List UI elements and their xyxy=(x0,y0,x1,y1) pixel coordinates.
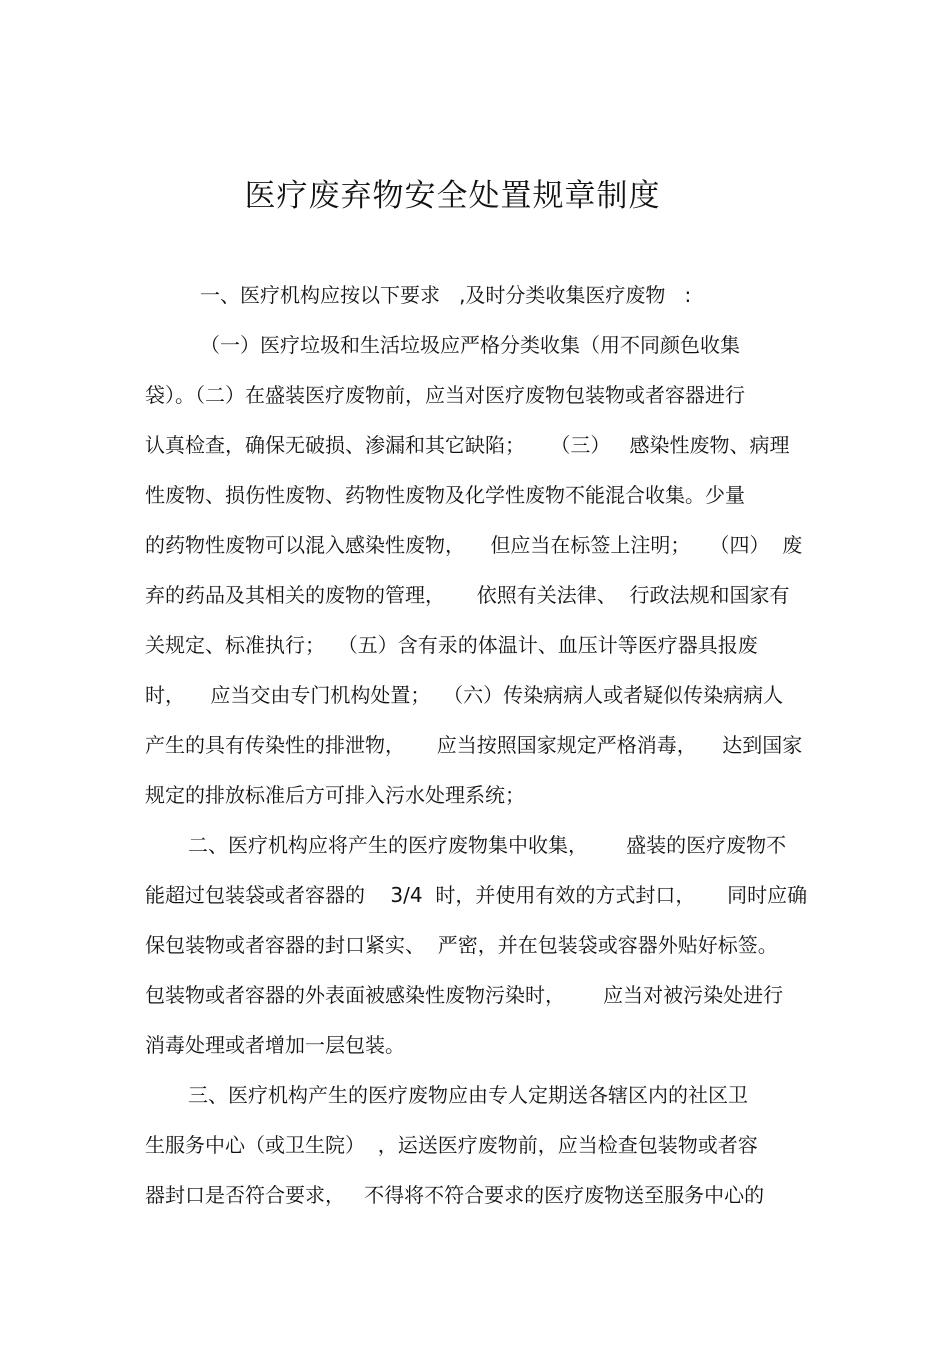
paragraph-line: 二、医疗机构应将产生的医疗废物集中收集， 盛装的医疗废物不 xyxy=(188,833,787,857)
paragraph-line: 认真检查，确保无破损、渗漏和其它缺陷； （三） 感染性废物、病理 xyxy=(145,433,790,457)
paragraph-line: 规定的排放标准后方可排入污水处理系统； xyxy=(145,783,525,807)
paragraph-line: 袋）。（二）在盛装医疗废物前，应当对医疗废物包装物或者容器进行 xyxy=(145,383,745,407)
paragraph-line: 三、医疗机构产生的医疗废物应由专人定期送各辖区内的社区卫 xyxy=(188,1083,748,1107)
paragraph-line: 的药物性废物可以混入感染性废物， 但应当在标签上注明； （四） 废 xyxy=(145,533,803,557)
paragraph-line: 产生的具有传染性的排泄物， 应当按照国家规定严格消毒， 达到国家 xyxy=(145,733,803,757)
paragraph-line: 包装物或者容器的外表面被感染性废物污染时， 应当对被污染处进行 xyxy=(145,983,784,1007)
document-title: 医疗废弃物安全处置规章制度 xyxy=(244,178,661,214)
paragraph-line: 器封口是否符合要求， 不得将不符合要求的医疗废物送至服务中心的 xyxy=(145,1183,765,1207)
paragraph-line: 关规定、标准执行； （五）含有汞的体温计、血压计等医疗器具报废 xyxy=(145,633,758,657)
paragraph-line: 保包装物或者容器的封口紧实、 严密，并在包装袋或容器外贴好标签。 xyxy=(145,933,778,957)
paragraph-line: （一）医疗垃圾和生活垃圾应严格分类收集（用不同颜色收集 xyxy=(200,333,740,357)
paragraph-line: 弃的药品及其相关的废物的管理， 依照有关法律、 行政法规和国家有 xyxy=(145,583,790,607)
paragraph-line: 一、医疗机构应按以下要求 ,及时分类收集医疗废物 : xyxy=(200,283,692,307)
paragraph-line: 消毒处理或者增加一层包装。 xyxy=(145,1033,405,1057)
paragraph-line: 生服务中心（或卫生院） ，运送医疗废物前，应当检查包装物或者容 xyxy=(145,1133,758,1157)
paragraph-line: 时， 应当交由专门机构处置； （六）传染病病人或者疑似传染病病人 xyxy=(145,683,784,707)
paragraph-line: 性废物、损伤性废物、药物性废物及化学性废物不能混合收集。少量 xyxy=(145,483,745,507)
paragraph-line: 能超过包装袋或者容器的 3/4 时，并使用有效的方式封口， 同时应确 xyxy=(145,883,808,907)
